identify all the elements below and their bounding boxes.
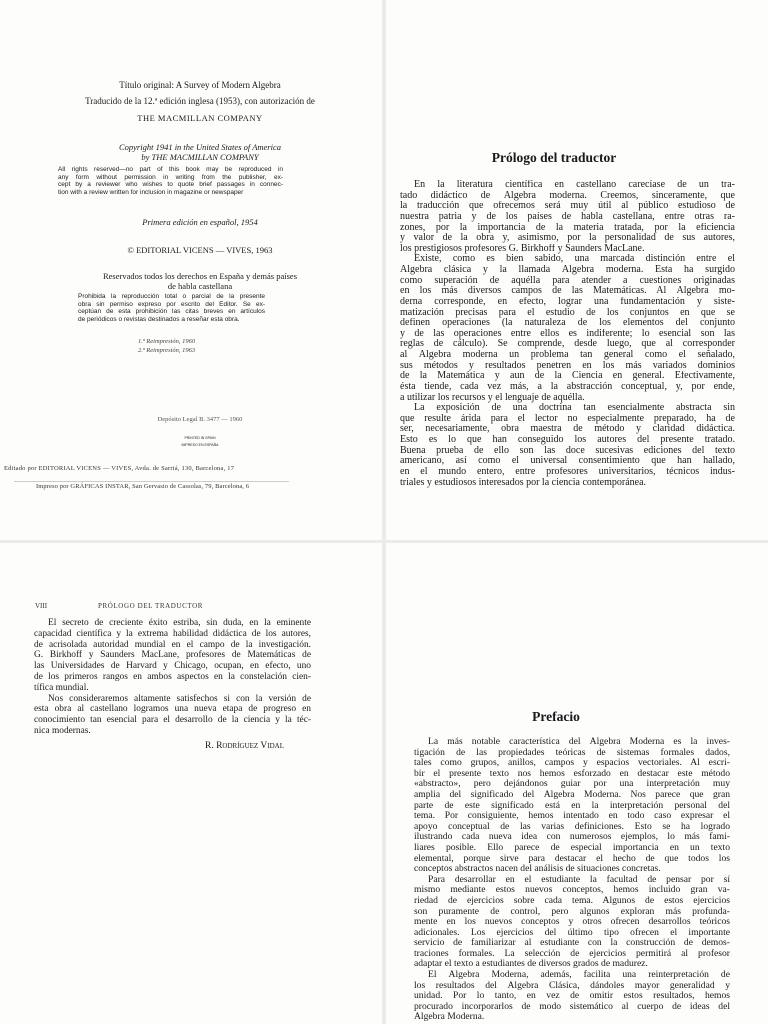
text-line: ceptúan de esta prohibición las citas breves en artículos bbox=[78, 308, 265, 316]
text-line: liares posible. Ello parece de especial importancia en un texto bbox=[414, 842, 730, 853]
reserved-line-1: Reservados todos los derechos en España y demás países bbox=[102, 271, 298, 281]
text-line: mismo mediante estos nuevos conceptos, hemos incluido gran va- bbox=[414, 885, 730, 896]
text-line: las Universidades de Harvard y Chicago, ocupan, en efecto, uno bbox=[34, 661, 311, 672]
text-line: G. Birkhoff y Saunders MacLane, profesores de Matemáticas de bbox=[34, 650, 311, 661]
text-line: adaptar el texto a estudiantes de diversos grados de madurez. bbox=[414, 959, 648, 970]
text-line: obra sin permiso expreso por escrito del Editor. Se ex- bbox=[78, 300, 265, 308]
paragraph bbox=[34, 694, 311, 737]
printed-by: Impreso por GRÁFICAS INSTAR, San Gervasio de Cassolas, 79, Barcelona, 6 bbox=[36, 483, 250, 490]
original-publisher: THE MACMILLAN COMPANY bbox=[137, 113, 263, 123]
text-line: derna corresponde, en efecto, lograr una fundamentación y siste- bbox=[400, 296, 735, 307]
paragraph bbox=[414, 737, 730, 875]
text-line: Nos consideraremos altamente satisfechos si con la versión de bbox=[48, 693, 311, 704]
text-line: apoyo conceptual de las varias definiciones. Esto se ha logrado bbox=[414, 821, 730, 832]
text-line: definen operaciones (la naturaleza de los elementos del conjunto bbox=[400, 318, 735, 329]
text-line: unidad. Por lo tanto, en vez de omitir estos resultados, hemos bbox=[414, 991, 730, 1002]
prohibition-notice bbox=[78, 293, 265, 323]
first-edition: Primera edición en español, 1954 bbox=[142, 217, 258, 227]
text-line: de la Matemática y aun de la Ciencia en general. Efectivamente, bbox=[400, 371, 735, 382]
text-line: americano, así como el universal consentimiento que han hallado, bbox=[400, 456, 735, 467]
original-title: Título original: A Survey of Modern Algebra bbox=[119, 80, 281, 90]
text-line: El secreto de creciente éxito estriba, sin duda, en la eminente bbox=[48, 618, 311, 628]
reprint-2: 2.ª Reimpresión, 1963 bbox=[138, 347, 196, 354]
text-line: elemental, porque sirve para destacar el hecho de que todos los bbox=[414, 853, 730, 864]
paragraph bbox=[34, 618, 311, 694]
text-line: conocimiento tan esencial para el desarrollo de la ciencia y la téc- bbox=[34, 715, 311, 726]
copyright-line-1: Copyright 1941 in the United States of America bbox=[118, 142, 282, 152]
paragraph bbox=[400, 254, 735, 403]
text-line: En la literatura científica en castellano carecíase de un tra- bbox=[414, 180, 735, 190]
text-line: sus métodos y resultados penetren en los más variados dominios bbox=[400, 360, 735, 371]
text-line: la traducción que ofrecemos será muy útil al público estudioso de bbox=[400, 201, 735, 212]
text-line: que resulte árida para el lector no especialmente preparado, ha de bbox=[400, 413, 735, 424]
text-line: riedad de ejercicios sobre cada tema. Algunos de estos ejercicios bbox=[414, 895, 730, 906]
prologue-body bbox=[400, 180, 735, 488]
text-line: en los más diversos campos de las Matemáticas. Al Álgebra mo- bbox=[400, 286, 735, 297]
text-line: Prohibida la reproducción total o parcial de la presente bbox=[78, 293, 265, 300]
preface-page bbox=[386, 543, 768, 1024]
editorial-copyright: © EDITORIAL VICENS — VIVES, 1963 bbox=[127, 245, 273, 255]
text-line: los prestigiosos profesores G. Birkhoff y Saunders MacLane. bbox=[400, 243, 645, 254]
text-line: El Álgebra Moderna, además, facilita una reinterpretación de bbox=[428, 970, 730, 981]
text-line: any form without permission in writing from the publisher, ex- bbox=[58, 173, 283, 181]
text-line: ésta tiende, cada vez más, a la abstracción conceptual, y, por ende, bbox=[400, 381, 735, 392]
text-line: conceptos abstractos nacen del análisis de situaciones concretas. bbox=[414, 864, 661, 875]
text-line: Álgebra clásica y la llamada Álgebra moderna. Ésta ha surgido bbox=[400, 265, 735, 275]
text-line: mente en los nuevos conceptos y otros ofrecen desarrollos teóricos bbox=[414, 917, 730, 928]
text-line: de periódicos o revistas destinados a reseñar esta obra. bbox=[78, 315, 240, 323]
running-head: PRÓLOGO DEL TRADUCTOR bbox=[98, 602, 204, 610]
prologue-continued-body bbox=[34, 618, 311, 737]
text-line: triales y estudiosos interesados por la ciencia contemporánea. bbox=[400, 477, 647, 488]
text-line: a utilizar los recursos y el lenguaje de aquélla. bbox=[400, 392, 585, 403]
text-line: tales como grupos, anillos, campos y espacios vectoriales. Al escri- bbox=[414, 758, 730, 769]
paragraph bbox=[400, 180, 735, 254]
text-line: All rights reserved—no part of this book may be reproduced in bbox=[58, 166, 283, 173]
text-line: de los primeros rangos en ambos aspectos en la constelación cien- bbox=[34, 671, 311, 682]
legal-deposit: Depósito Legal B. 3477 — 1960 bbox=[157, 416, 243, 423]
impreso-en-espana: IMPRESO EN ESPAÑA bbox=[181, 443, 219, 447]
text-line: esta obra al castellano logramos una nueva etapa de progreso en bbox=[34, 704, 311, 715]
text-line: zones, por la importancia de la materia tratada, por la eficiencia bbox=[400, 222, 735, 233]
text-line: ilustrando cada nueva idea con numerosos ejemplos, lo más fami- bbox=[414, 832, 730, 843]
page-number: VIII bbox=[35, 602, 48, 610]
edited-by: Editado por EDITORIAL VICENS — VIVES, Avda. de Sarriá, 130, Barcelona, 17 bbox=[4, 465, 235, 472]
rights-notice bbox=[58, 166, 283, 196]
preface-title: Prefacio bbox=[532, 709, 580, 724]
text-line: nica modernas. bbox=[34, 725, 91, 736]
text-line: traciones formales. La selección de ejercicios permitirá al profesor bbox=[414, 948, 730, 959]
text-line: tion with a review written for inclusion in magazine or newspaper bbox=[58, 188, 244, 196]
text-line: tigación de las propiedades teóricas de sistemas formales dados, bbox=[414, 747, 730, 758]
text-line: amplia del significado del Álgebra Moderna. Nos parece que gran bbox=[414, 789, 730, 800]
text-line: parte de este significado está en la interpretación personal del bbox=[414, 800, 730, 811]
copyright-line-2: by THE MACMILLAN COMPANY bbox=[141, 152, 259, 162]
text-line: Álgebra Moderna. bbox=[414, 1012, 485, 1023]
translator-prologue-page bbox=[386, 0, 768, 540]
text-line: La más notable característica del Álgebra Moderna es la inves- bbox=[428, 737, 730, 747]
text-line: nuestra patria y de los países de habla castellana, entre otras ra- bbox=[400, 211, 735, 222]
text-line: en el mundo entero, entre profesores universitarios, técnicos indus- bbox=[400, 466, 735, 477]
text-line: y de las operaciones entre ellos es indiferente; lo esencial son las bbox=[400, 328, 735, 339]
prologue-continued-page bbox=[0, 543, 382, 1024]
translated-from: Traducido de la 12.ª edición inglesa (1953), con autorización de bbox=[85, 96, 315, 106]
preface-body bbox=[414, 737, 730, 1023]
printed-in-spain: PRINTED IN SPAIN bbox=[184, 436, 216, 440]
page-title: Prólogo del traductor bbox=[491, 150, 617, 165]
text-line: bir el presente texto nos hemos esforzado en destacar este método bbox=[414, 768, 730, 779]
text-line: al Álgebra moderna un problema tan general como el señalado, bbox=[400, 350, 735, 360]
text-line: reglas de cálculo). Se comprende, desde luego, que al corresponder bbox=[400, 339, 735, 350]
text-line: procurado incorporarlos de modo sistemático al cuerpo de ideas del bbox=[414, 1001, 730, 1012]
reserved-line-2: de habla castellana bbox=[167, 281, 233, 291]
text-line: cept by a reviewer who wishes to quote brief passages in connec- bbox=[58, 181, 283, 189]
text-line: matización precisas para el estudio de los conjuntos en que se bbox=[400, 307, 735, 318]
text-line: tema. Por consiguiente, hemos intentado en todo caso expresar el bbox=[414, 811, 730, 822]
text-line: Esto es lo que han conseguido los autores del presente tratado. bbox=[400, 435, 735, 445]
copyright-page bbox=[0, 0, 382, 540]
text-line: y valor de la obra y, asimismo, por la personalidad de sus autores, bbox=[400, 233, 735, 244]
text-line: tado didáctico de Álgebra moderna. Creemos, sinceramente, que bbox=[400, 190, 735, 201]
paragraph bbox=[414, 970, 730, 1023]
text-line: los resultados del Álgebra Clásica, dándoles mayor generalidad y bbox=[414, 980, 730, 991]
text-line: servicio de familiarizar al estudiante con la construcción de demos- bbox=[414, 938, 730, 949]
text-line: ser, necesariamente, obra maestra de método y claridad didáctica. bbox=[400, 424, 735, 435]
paragraph bbox=[414, 875, 730, 970]
text-line: adicionales. Los ejercicios del último tipo ofrecen el importante bbox=[414, 927, 730, 938]
text-line: Buena prueba de ello son las doce sucesivas ediciones del texto bbox=[400, 445, 735, 456]
text-line: Para desarrollar en el estudiante la facultad de pensar por sí bbox=[428, 874, 730, 885]
text-line: La exposición de una doctrina tan esencialmente abstracta sin bbox=[414, 403, 735, 414]
text-line: tífica mundial. bbox=[34, 682, 89, 693]
text-line: Existe, como es bien sabido, una marcada distinción entre el bbox=[414, 254, 735, 265]
reprint-1: 1.ª Reimpresión, 1960 bbox=[138, 338, 196, 345]
divider bbox=[14, 481, 289, 482]
signature: R. Rodríguez Vidal bbox=[205, 741, 284, 751]
paragraph bbox=[400, 403, 735, 488]
text-line: son puramente de control, pero algunos exploran más profunda- bbox=[414, 906, 730, 917]
text-line: «abstracto», pero dejándonos guiar por una interpretación muy bbox=[414, 779, 730, 790]
text-line: capacidad científica y la extrema habilidad didáctica de los autores, bbox=[34, 628, 311, 639]
text-line: como superación de aquélla para atender a cuestiones originadas bbox=[400, 275, 735, 286]
text-line: de acrisolada autoridad mundial en el campo de la investigación. bbox=[34, 639, 311, 650]
